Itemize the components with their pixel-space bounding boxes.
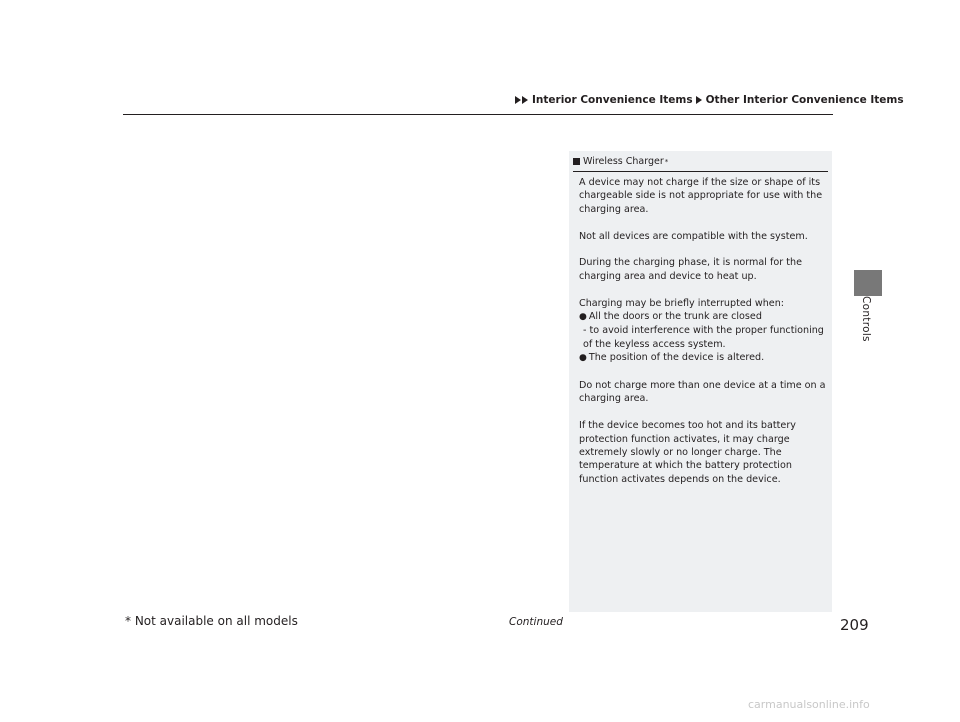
bullet-icon: ● <box>579 312 587 323</box>
header-rule <box>123 114 833 115</box>
continued-label: Continued <box>509 616 563 628</box>
sidebar-tab-marker <box>854 270 882 296</box>
sidebar-section-label: Controls <box>860 296 872 342</box>
interrupt-list <box>579 297 827 366</box>
bullet-icon: ● <box>579 353 587 364</box>
breadcrumb-arrow-icon <box>515 96 521 104</box>
breadcrumb <box>515 94 904 106</box>
breadcrumb-subsection: Other Interior Convenience Items <box>705 94 904 106</box>
breadcrumb-arrow-icon <box>522 96 528 104</box>
page-number: 209 <box>840 616 869 634</box>
note-panel <box>569 151 832 612</box>
interrupt-intro: Charging may be briefly interrupted when: <box>579 297 785 309</box>
note-title <box>573 156 828 172</box>
note-marker-icon <box>573 158 580 165</box>
note-body <box>579 176 827 500</box>
list-item-detail: - to avoid interference with the proper functioning of the keyless access system. <box>583 325 824 350</box>
breadcrumb-arrow-icon <box>696 96 702 104</box>
list-item: ● The position of the device is altered. <box>579 352 765 364</box>
list-item: ● All the doors or the trunk are closed <box>579 311 762 323</box>
note-title-asterisk: * <box>664 157 669 166</box>
footnote: * Not available on all models <box>125 614 298 628</box>
note-paragraph: Not all devices are compatible with the system. <box>579 230 808 242</box>
note-paragraph: During the charging phase, it is normal for the charging area and device to heat up. <box>579 257 802 282</box>
note-paragraph: Do not charge more than one device at a time on a charging area. <box>579 380 826 405</box>
note-paragraph: If the device becomes too hot and its battery protection function activates, it may charge extremely slowly or no longer charge. The temperature at which the battery protection function activates depends on the device. <box>579 420 796 485</box>
note-title-text: Wireless Charger <box>583 156 664 167</box>
note-paragraph: A device may not charge if the size or shape of its chargeable side is not appropriate for use with the charging area. <box>579 177 823 215</box>
breadcrumb-section: Interior Convenience Items <box>532 94 693 106</box>
watermark: carmanualsonline.info <box>748 698 870 711</box>
